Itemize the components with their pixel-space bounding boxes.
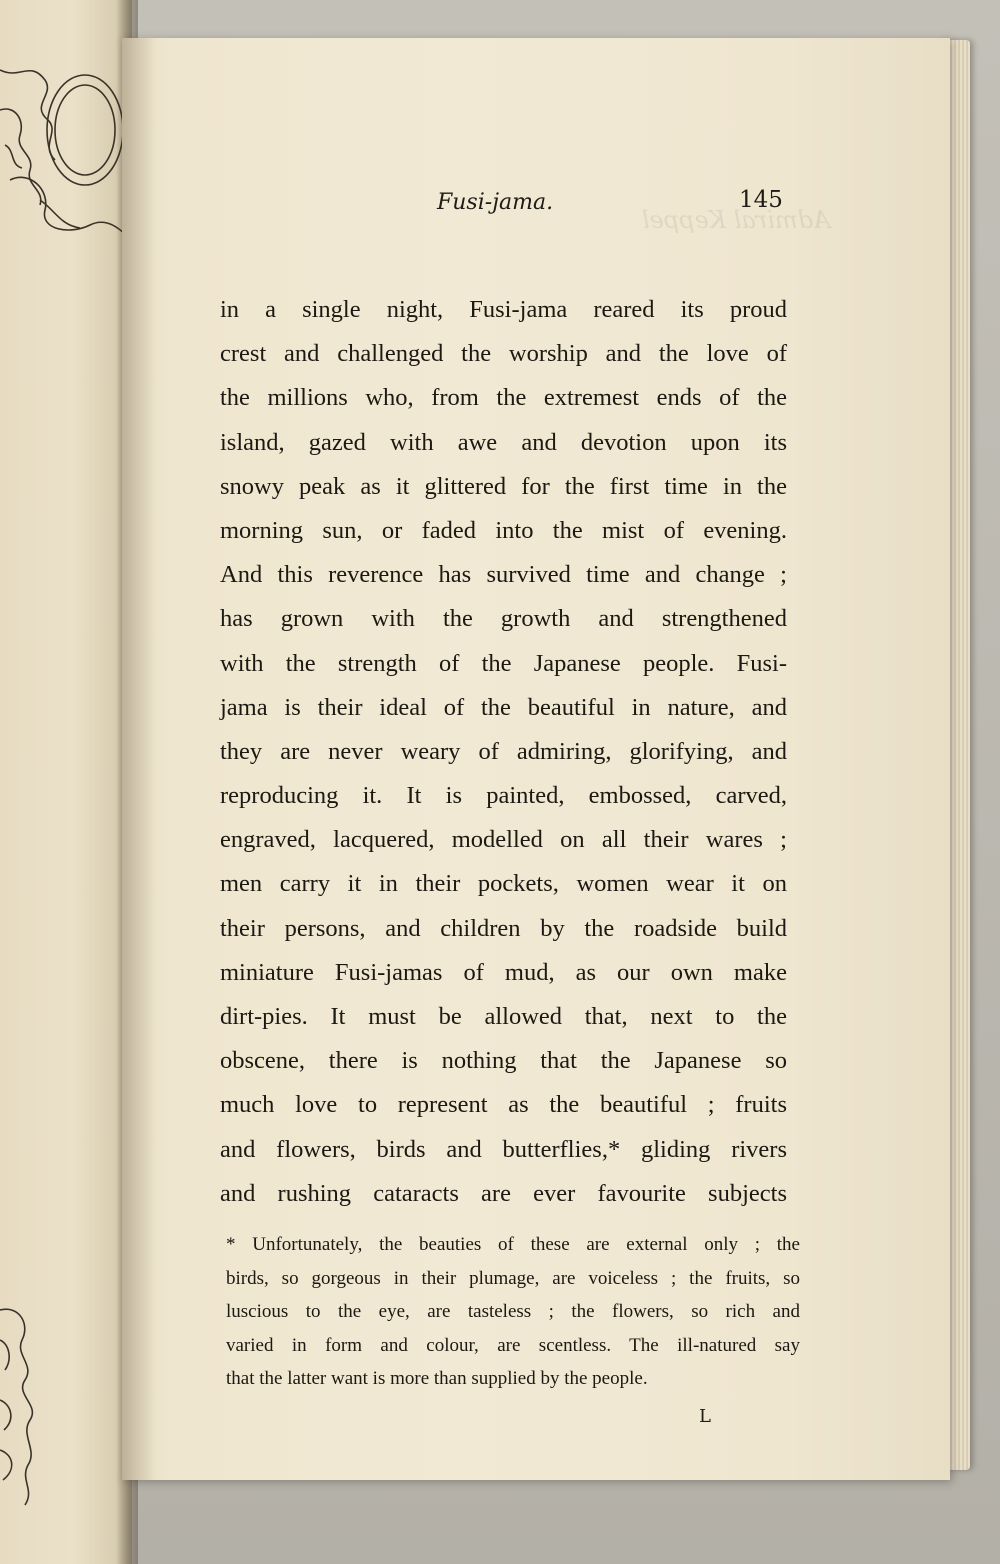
running-title: Fusi-jama. [437, 190, 554, 215]
body-line: and flowers, birds and butterflies,* gliding rivers [220, 1135, 787, 1163]
body-line: obscene, there is nothing that the Japanese so [220, 1047, 787, 1075]
body-line: with the strength of the Japanese people. Fusi- [220, 649, 787, 677]
page-number: 145 [739, 187, 783, 213]
body-line: jama is their ideal of the beautiful in nature, and [220, 693, 787, 721]
show-through-text: Admiral Keppel [642, 206, 831, 234]
body-line: reproducing it. It is painted, embossed, carved, [220, 782, 787, 810]
body-line: island, gazed with awe and devotion upon its [220, 428, 787, 456]
footnote-line: birds, so gorgeous in their plumage, are voiceless ; the fruits, so [226, 1267, 800, 1289]
ornament-illustration-bottom [0, 1300, 80, 1510]
body-line: And this reverence has survived time and change ; [220, 561, 787, 589]
body-line: dirt-pies. It must be allowed that, next to the [220, 1003, 787, 1030]
book-page [122, 38, 950, 1480]
gutter-shadow [122, 38, 156, 1480]
body-line: their persons, and children by the roadside build [220, 914, 787, 942]
body-text [220, 288, 787, 1216]
body-line: the millions who, from the extremest ends of the [220, 384, 787, 412]
footnote-line: that the latter want is more than supplied by the people. [226, 1368, 648, 1389]
body-line: men carry it in their pockets, women wear it on [220, 870, 787, 898]
body-line: snowy peak as it glittered for the first time in the [220, 472, 787, 500]
body-line: miniature Fusi-jamas of mud, as our own make [220, 958, 787, 986]
body-line: and rushing cataracts are ever favourite subjects [220, 1179, 787, 1207]
body-line: has grown with the growth and strengthened [220, 605, 787, 633]
footnote-line: varied in form and colour, are scentless. The ill-natured say [226, 1334, 800, 1356]
signature-mark: L [699, 1406, 711, 1427]
body-line: morning sun, or faded into the mist of evening. [220, 516, 787, 544]
body-line: they are never weary of admiring, glorifying, and [220, 737, 787, 765]
facing-page [0, 0, 132, 1564]
footnote-line: * Unfortunately, the beauties of these are external only ; the [226, 1234, 800, 1255]
ornament-illustration-top [0, 50, 132, 270]
footnote [226, 1228, 800, 1396]
body-line: in a single night, Fusi-jama reared its proud [220, 296, 787, 323]
body-line: crest and challenged the worship and the love of [220, 340, 787, 368]
body-line: engraved, lacquered, modelled on all their wares ; [220, 826, 787, 854]
footnote-line: luscious to the eye, are tasteless ; the flowers, so rich and [226, 1301, 800, 1322]
body-line: much love to represent as the beautiful ; fruits [220, 1091, 787, 1119]
